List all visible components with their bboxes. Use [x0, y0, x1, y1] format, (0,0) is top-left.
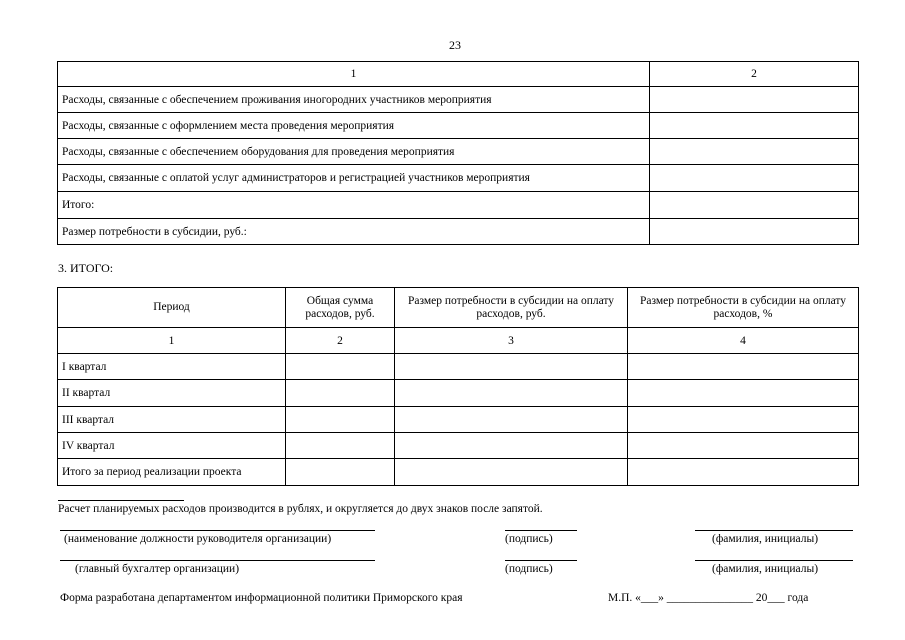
expense-value-cell[interactable]: [650, 139, 859, 165]
expense-value-cell[interactable]: [650, 87, 859, 113]
full-name-caption: (фамилия, инициалы): [712, 563, 819, 575]
expense-value-cell[interactable]: [650, 165, 859, 192]
subsidy-label: Размер потребности в субсидии, руб.:: [58, 219, 650, 245]
chief-accountant-caption: (главный бухгалтер организации): [75, 563, 240, 575]
column-number: 2: [286, 328, 395, 354]
table-cell[interactable]: [395, 380, 628, 407]
page-number: 23: [449, 38, 461, 52]
table-row: [58, 219, 859, 245]
head-position-caption: (наименование должности руководителя организации): [64, 533, 332, 545]
subsidy-rub-header: Размер потребности в субсидии на оплату расходов, руб.: [395, 288, 628, 328]
table-row: [58, 87, 859, 113]
expense-value-cell[interactable]: [650, 113, 859, 139]
table-row: [58, 165, 859, 192]
signature-caption: (подпись): [505, 563, 553, 575]
footnote-separator: [58, 500, 184, 501]
column-number: 4: [628, 328, 859, 354]
table1-header-row: [58, 62, 859, 87]
expense-label: Расходы, связанные с оплатой услуг администраторов и регистрацией участников мероприятия: [58, 165, 650, 192]
table-row: [58, 354, 859, 380]
table-cell[interactable]: [286, 354, 395, 380]
signature-caption: (подпись): [505, 533, 553, 545]
signature-line: [505, 530, 577, 531]
total-value-cell[interactable]: [650, 192, 859, 219]
table-cell[interactable]: [286, 407, 395, 433]
expense-label: Расходы, связанные с обеспечением проживания иногородних участников мероприятия: [58, 87, 650, 113]
table-row: [58, 433, 859, 459]
form-note: Форма разработана департаментом информационной политики Приморского края: [60, 592, 463, 604]
total-period-table: [57, 287, 859, 486]
total-sum-header: Общая сумма расходов, руб.: [286, 288, 395, 328]
column-number: 3: [395, 328, 628, 354]
stamp-date: М.П. «___» _______________ 20___ года: [608, 592, 809, 604]
position-line: [60, 530, 375, 531]
table-cell[interactable]: [628, 354, 859, 380]
period-label: Итого за период реализации проекта: [58, 459, 286, 486]
table-cell[interactable]: [395, 459, 628, 486]
table2-number-row: [58, 328, 859, 354]
table-cell[interactable]: [286, 380, 395, 407]
table-cell[interactable]: [286, 433, 395, 459]
subsidy-percent-header: Размер потребности в субсидии на оплату расходов, %: [628, 288, 859, 328]
table2-header-row: [58, 288, 859, 328]
signature-line: [505, 560, 577, 561]
accountant-line: [60, 560, 375, 561]
period-label: IV квартал: [58, 433, 286, 459]
name-line: [695, 560, 853, 561]
table-row: [58, 192, 859, 219]
period-label: II квартал: [58, 380, 286, 407]
table-row: [58, 407, 859, 433]
table-cell[interactable]: [286, 459, 395, 486]
section-3-title: 3. ИТОГО:: [58, 261, 114, 275]
name-line: [695, 530, 853, 531]
table-cell[interactable]: [628, 459, 859, 486]
table-cell[interactable]: [395, 433, 628, 459]
period-label: I квартал: [58, 354, 286, 380]
period-label: III квартал: [58, 407, 286, 433]
expenses-table: [57, 61, 859, 245]
table-cell[interactable]: [395, 407, 628, 433]
period-header: Период: [58, 288, 286, 328]
expense-label: Расходы, связанные с оформлением места проведения мероприятия: [58, 113, 650, 139]
footnote: Расчет планируемых расходов производится в рублях, и округляется до двух знаков после запятой.: [58, 503, 543, 515]
table-cell[interactable]: [628, 433, 859, 459]
expense-label: Расходы, связанные с обеспечением оборудования для проведения мероприятия: [58, 139, 650, 165]
table-cell[interactable]: [395, 354, 628, 380]
table-row: [58, 139, 859, 165]
table1-col2-header: 2: [650, 62, 859, 87]
total-label: Итого:: [58, 192, 650, 219]
full-name-caption: (фамилия, инициалы): [712, 533, 819, 545]
subsidy-value-cell[interactable]: [650, 219, 859, 245]
table1-col1-header: 1: [58, 62, 650, 87]
table-row: [58, 459, 859, 486]
table-row: [58, 113, 859, 139]
table-cell[interactable]: [628, 380, 859, 407]
table-row: [58, 380, 859, 407]
table-cell[interactable]: [628, 407, 859, 433]
column-number: 1: [58, 328, 286, 354]
